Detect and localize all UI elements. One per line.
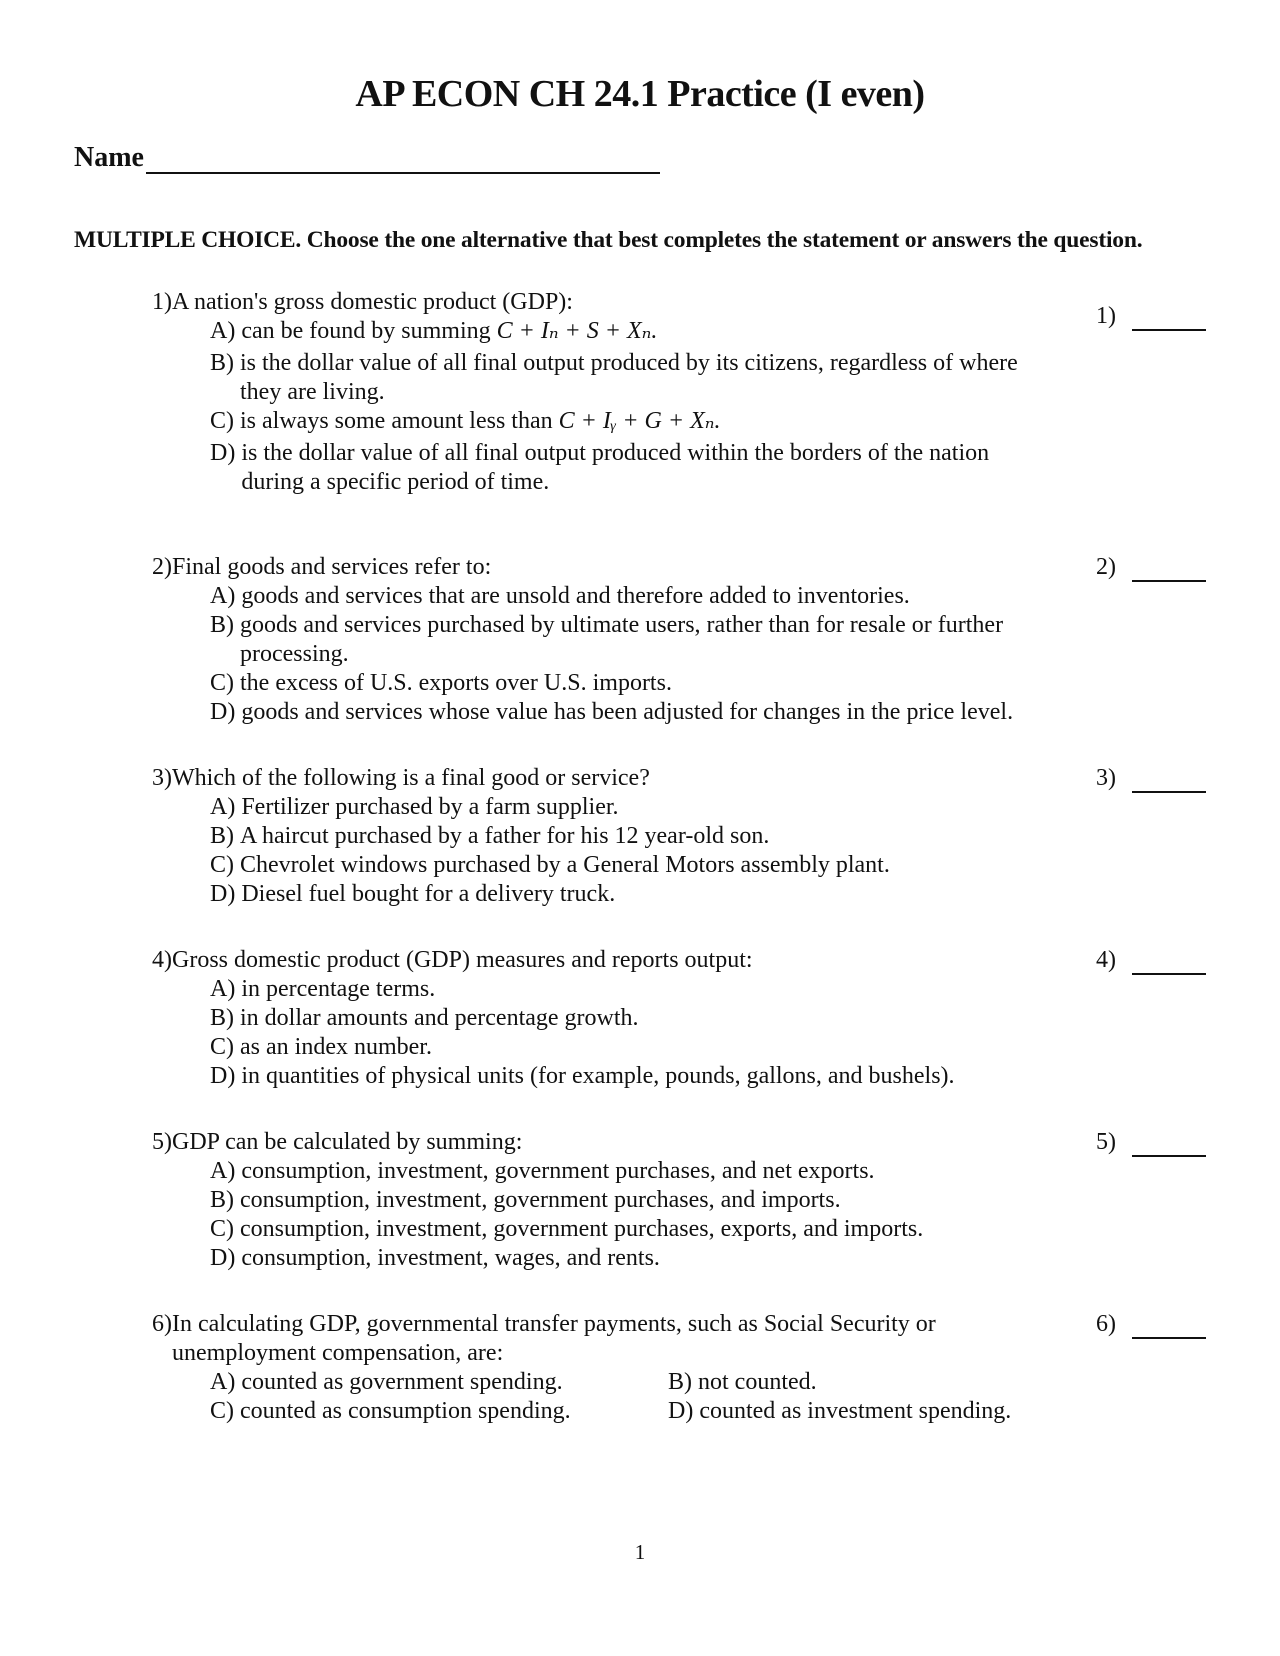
answer-blank[interactable] — [1132, 560, 1206, 582]
question-number: 3) — [152, 765, 172, 791]
answer-blank[interactable] — [1132, 771, 1206, 793]
question-number: 6) — [152, 1311, 172, 1337]
question-number: 2) — [152, 554, 172, 580]
option-b: B) is the dollar value of all final output produced by its citizens, regardless of where they are living. — [210, 350, 1018, 405]
answer-slot-4: 4) — [1096, 946, 1206, 975]
formula: C + Iᵧ + G + Xₙ. — [558, 408, 721, 434]
name-blank-line[interactable] — [146, 144, 660, 174]
question-stem: GDP can be calculated by summing: — [172, 1129, 523, 1155]
name-row — [74, 142, 660, 174]
question-6 — [152, 1310, 1202, 1426]
question-1 — [152, 288, 1202, 497]
answer-blank[interactable] — [1132, 953, 1206, 975]
option-a: A) goods and services that are unsold and therefore added to inventories. — [210, 583, 910, 609]
question-stem: In calculating GDP, governmental transfer payments, such as Social Security or unemployment compensation, are: — [172, 1311, 936, 1366]
option-a: A) counted as government spending. — [210, 1369, 563, 1395]
question-stem: A nation's gross domestic product (GDP): — [172, 289, 573, 315]
option-c: C) Chevrolet windows purchased by a General Motors assembly plant. — [210, 852, 890, 878]
option-d: D) counted as investment spending. — [668, 1398, 1012, 1424]
option-d: D) is the dollar value of all final output produced within the borders of the nation during a specific period of time. — [210, 440, 990, 495]
option-b: B) A haircut purchased by a father for his 12 year-old son. — [210, 823, 770, 849]
option-c: C) as an index number. — [210, 1034, 432, 1060]
option-b: B) in dollar amounts and percentage growth. — [210, 1005, 639, 1031]
question-4 — [152, 946, 1202, 1091]
option-d: D) Diesel fuel bought for a delivery truck. — [210, 881, 616, 907]
question-3 — [152, 764, 1202, 909]
answer-slot-3: 3) — [1096, 764, 1206, 793]
answer-slot-5: 5) — [1096, 1128, 1206, 1157]
option-a: A) Fertilizer purchased by a farm supplier. — [210, 794, 619, 820]
question-number: 1) — [152, 289, 172, 315]
page-title: AP ECON CH 24.1 Practice (I even) — [355, 73, 925, 115]
question-2 — [152, 553, 1202, 727]
formula: C + Iₙ + S + Xₙ. — [496, 318, 658, 344]
option-b: B) consumption, investment, government purchases, and imports. — [210, 1187, 841, 1213]
option-a: A) in percentage terms. — [210, 976, 436, 1002]
answer-slot-6: 6) — [1096, 1310, 1206, 1339]
question-5 — [152, 1128, 1202, 1273]
option-a: A) can be found by summing C + Iₙ + S + Xₙ. — [210, 318, 658, 344]
question-stem: Final goods and services refer to: — [172, 554, 492, 580]
instructions: MULTIPLE CHOICE. Choose the one alternative that best completes the statement or answers the question. — [74, 227, 1143, 253]
answer-slot-2: 2) — [1096, 553, 1206, 582]
option-c: C) is always some amount less than C + Iᵧ + G + Xₙ. — [210, 408, 721, 434]
answer-blank[interactable] — [1132, 309, 1206, 331]
option-c: C) the excess of U.S. exports over U.S. imports. — [210, 670, 672, 696]
question-number: 5) — [152, 1129, 172, 1155]
option-d: D) consumption, investment, wages, and rents. — [210, 1245, 660, 1271]
option-c: C) counted as consumption spending. — [210, 1398, 571, 1424]
option-d: D) goods and services whose value has been adjusted for changes in the price level. — [210, 699, 1014, 725]
option-a: A) consumption, investment, government purchases, and net exports. — [210, 1158, 875, 1184]
answer-blank[interactable] — [1132, 1135, 1206, 1157]
option-c: C) consumption, investment, government purchases, exports, and imports. — [210, 1216, 924, 1242]
page-number: 1 — [634, 1540, 646, 1564]
answer-blank[interactable] — [1132, 1317, 1206, 1339]
question-stem: Gross domestic product (GDP) measures and reports output: — [172, 947, 753, 973]
answer-slot-1: 1) — [1096, 302, 1206, 331]
option-b: B) not counted. — [668, 1369, 817, 1395]
name-label: Name — [74, 142, 144, 173]
question-number: 4) — [152, 947, 172, 973]
question-stem: Which of the following is a final good or service? — [172, 765, 650, 791]
option-b: B) goods and services purchased by ultimate users, rather than for resale or further processing. — [210, 612, 1004, 667]
option-d: D) in quantities of physical units (for example, pounds, gallons, and bushels). — [210, 1063, 955, 1089]
